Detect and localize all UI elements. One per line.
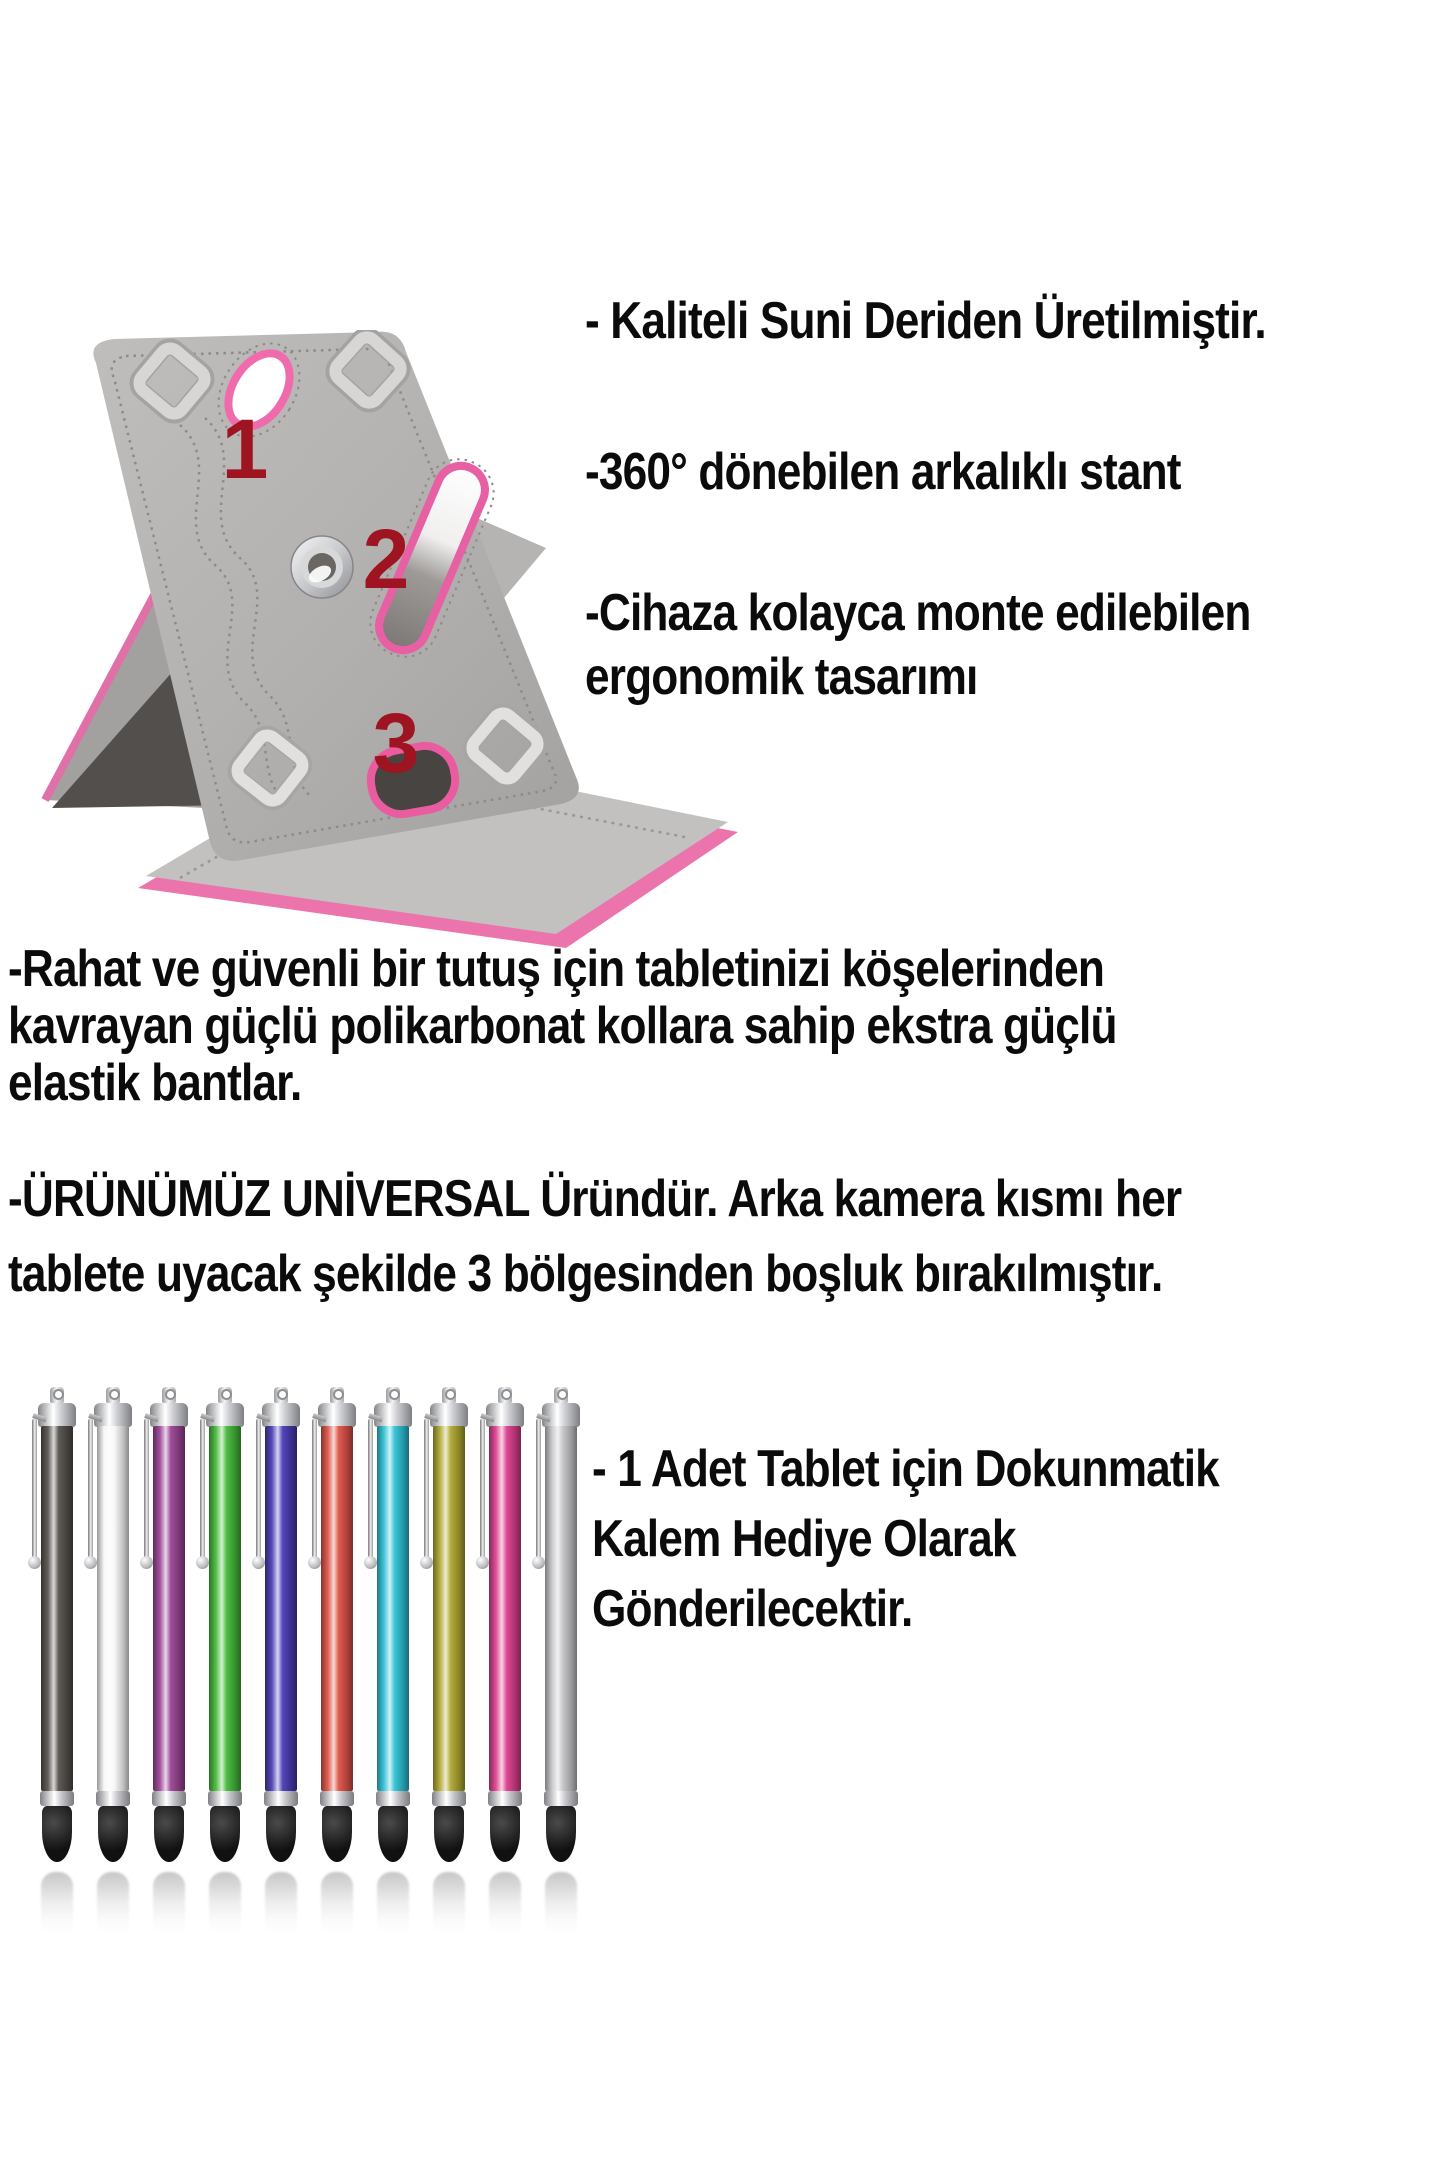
- grip-paragraph: [8, 941, 1117, 1112]
- pen-barrel: [489, 1426, 521, 1791]
- gift-line2: Kalem Hediye Olarak: [592, 1510, 1016, 1568]
- pen-knob: [218, 1387, 232, 1403]
- pen-rubber-tip: [42, 1806, 72, 1862]
- stylus-pen-silver: [533, 1385, 589, 1945]
- pen-reflection: [321, 1872, 353, 1944]
- pen-clip: [480, 1419, 485, 1559]
- feature-rotation-text: -360° dönebilen arkalıklı stant: [585, 443, 1181, 501]
- pen-clip: [312, 1419, 317, 1559]
- stylus-pen-cyan: [365, 1385, 421, 1945]
- grip-line3: elastik bantlar.: [8, 1054, 302, 1112]
- pen-barrel: [433, 1426, 465, 1791]
- pen-ring: [432, 1791, 466, 1806]
- universal-line1: -ÜRÜNÜMÜZ UNİVERSAL Üründür. Arka kamera kısmı her: [8, 1170, 1182, 1228]
- pen-ring: [152, 1791, 186, 1806]
- pen-ring: [376, 1791, 410, 1806]
- stylus-pen-white: [85, 1385, 141, 1945]
- stylus-pen-olive: [421, 1385, 477, 1945]
- pen-knob: [498, 1387, 512, 1403]
- pen-knob: [50, 1387, 64, 1403]
- pen-rubber-tip: [546, 1806, 576, 1862]
- pen-knob: [386, 1387, 400, 1403]
- pen-barrel: [153, 1426, 185, 1791]
- pen-knob: [554, 1387, 568, 1403]
- pen-clip: [368, 1419, 373, 1559]
- pen-ring: [96, 1791, 130, 1806]
- pen-cap: [374, 1403, 412, 1427]
- pen-reflection: [545, 1872, 577, 1944]
- gift-line3: Gönderilecektir.: [592, 1580, 913, 1638]
- pen-rubber-tip: [210, 1806, 240, 1862]
- feature-ergonomic: [585, 581, 1250, 709]
- pen-ring: [488, 1791, 522, 1806]
- pen-ring: [208, 1791, 242, 1806]
- pen-knob: [274, 1387, 288, 1403]
- pen-rubber-tip: [266, 1806, 296, 1862]
- feature-material-text: - Kaliteli Suni Deriden Üretilmiştir.: [585, 292, 1266, 350]
- stylus-pen-pink: [477, 1385, 533, 1945]
- pen-cap: [486, 1403, 524, 1427]
- pen-ring: [40, 1791, 74, 1806]
- stylus-pen-gunmetal: [29, 1385, 85, 1945]
- pen-reflection: [489, 1872, 521, 1944]
- callout-number-3: 3: [372, 696, 420, 790]
- pen-rubber-tip: [154, 1806, 184, 1862]
- pen-rubber-tip: [434, 1806, 464, 1862]
- pen-rubber-tip: [98, 1806, 128, 1862]
- pen-clip: [424, 1419, 429, 1559]
- universal-paragraph: [8, 1162, 1181, 1312]
- pen-ring: [544, 1791, 578, 1806]
- rotation-grommet: [291, 536, 353, 598]
- pen-reflection: [265, 1872, 297, 1944]
- pen-reflection: [97, 1872, 129, 1944]
- grip-line2: kavrayan güçlü polikarbonat kollara sahip ekstra güçlü: [8, 997, 1117, 1055]
- stylus-pen-indigo: [253, 1385, 309, 1945]
- pen-rubber-tip: [378, 1806, 408, 1862]
- pen-reflection: [153, 1872, 185, 1944]
- pen-barrel: [321, 1426, 353, 1791]
- feature-rotation: [585, 443, 1181, 501]
- pen-cap: [38, 1403, 76, 1427]
- pen-clip: [200, 1419, 205, 1559]
- pen-clip: [144, 1419, 149, 1559]
- feature-ergonomic-line1: -Cihaza kolayca monte edilebilen: [585, 584, 1251, 642]
- grip-line1: -Rahat ve güvenli bir tutuş için tabletinizi köşelerinden: [8, 940, 1105, 998]
- pen-cap: [318, 1403, 356, 1427]
- pen-clip: [536, 1419, 541, 1559]
- pen-reflection: [433, 1872, 465, 1944]
- pen-ring: [320, 1791, 354, 1806]
- pen-clip: [88, 1419, 93, 1559]
- gift-line1: - 1 Adet Tablet için Dokunmatik: [592, 1440, 1219, 1498]
- callout-number-1: 1: [221, 402, 269, 496]
- feature-ergonomic-line2: ergonomik tasarımı: [585, 648, 978, 706]
- pen-knob: [106, 1387, 120, 1403]
- stylus-pen-purple: [141, 1385, 197, 1945]
- pen-barrel: [41, 1426, 73, 1791]
- pen-cap: [430, 1403, 468, 1427]
- pen-reflection: [41, 1872, 73, 1944]
- pen-clip: [256, 1419, 261, 1559]
- pen-knob: [330, 1387, 344, 1403]
- pen-barrel: [97, 1426, 129, 1791]
- stylus-pen-red: [309, 1385, 365, 1945]
- pen-cap: [542, 1403, 580, 1427]
- stylus-pens-photo: [29, 1385, 589, 1945]
- pen-cap: [262, 1403, 300, 1427]
- pen-rubber-tip: [322, 1806, 352, 1862]
- feature-material: [585, 292, 1266, 350]
- stylus-pen-green: [197, 1385, 253, 1945]
- pen-barrel: [265, 1426, 297, 1791]
- pen-knob: [162, 1387, 176, 1403]
- pen-rubber-tip: [490, 1806, 520, 1862]
- gift-note: [592, 1434, 1219, 1644]
- pen-cap: [94, 1403, 132, 1427]
- callout-number-2: 2: [362, 512, 410, 606]
- pen-cap: [150, 1403, 188, 1427]
- universal-line2: tablete uyacak şekilde 3 bölgesinden boşluk bırakılmıştır.: [8, 1245, 1163, 1303]
- pen-clip: [32, 1419, 37, 1559]
- pen-cap: [206, 1403, 244, 1427]
- pen-knob: [442, 1387, 456, 1403]
- pen-ring: [264, 1791, 298, 1806]
- pen-reflection: [209, 1872, 241, 1944]
- pen-barrel: [545, 1426, 577, 1791]
- pen-barrel: [209, 1426, 241, 1791]
- pen-barrel: [377, 1426, 409, 1791]
- pen-reflection: [377, 1872, 409, 1944]
